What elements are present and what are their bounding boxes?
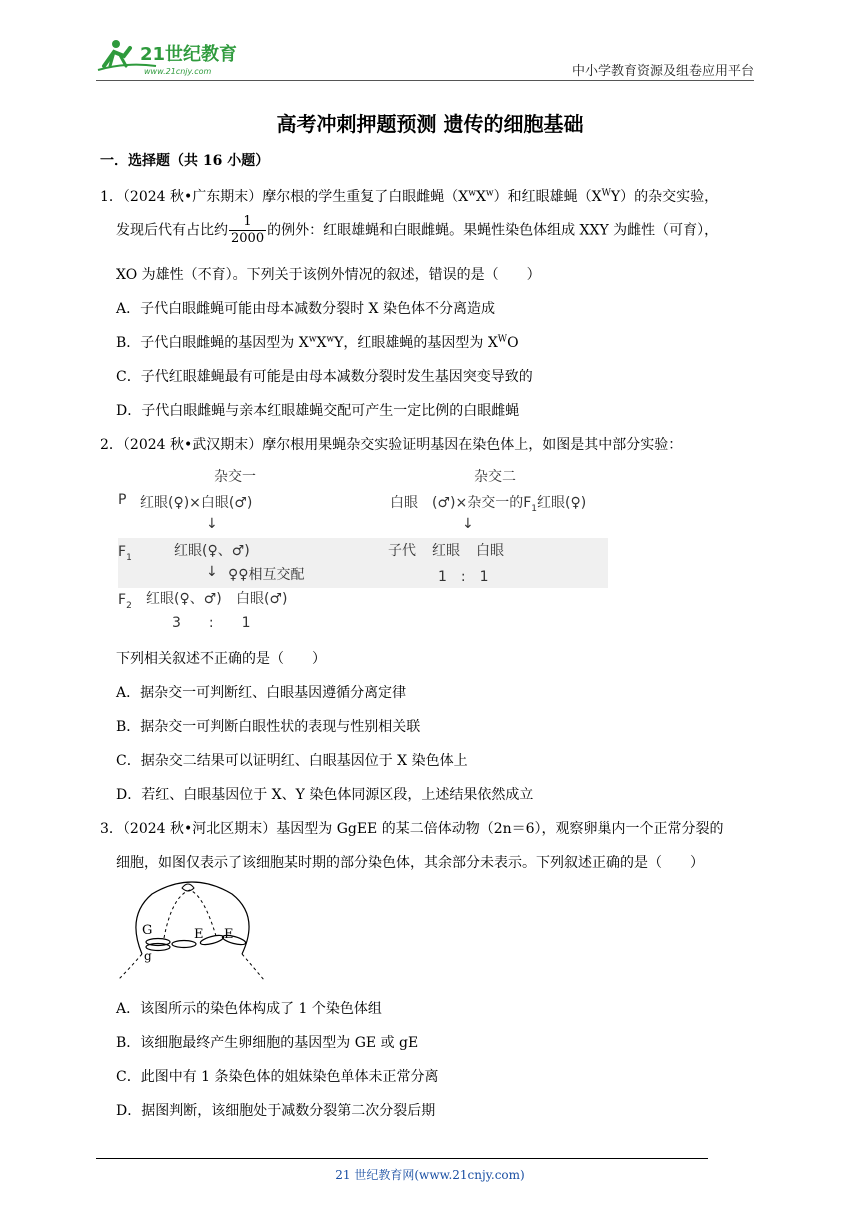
p-cross1: 红眼(♀)×白眼(♂) (140, 495, 253, 511)
f1-value: 红眼(♀、♂) (174, 543, 250, 559)
gene-G: G (142, 923, 153, 938)
arrow-down-icon: ↓ (206, 564, 218, 580)
q1-option-d[interactable]: D．子代白眼雌蝇与亲本红眼雄蝇交配可产生一定比例的白眼雌蝇 (116, 403, 520, 419)
q2-option-d[interactable]: D．若红、白眼基因位于 X、Y 染色体同源区段，上述结果依然成立 (116, 787, 534, 803)
q3-option-d[interactable]: D．据图判断，该细胞处于减数分裂第二次分裂后期 (116, 1103, 436, 1119)
offspring-red: 红眼 (432, 543, 460, 559)
f1-label: $F_1$ (118, 544, 132, 563)
page-title: 高考冲刺押题预测 遗传的细胞基础 (276, 112, 584, 136)
arrow-down-icon: ↓ (206, 516, 218, 532)
arrow-down-icon: ↓ (462, 516, 474, 532)
q1-number: 1． (100, 189, 123, 205)
svg-text:www.21cnjy.com: www.21cnjy.com (144, 67, 212, 76)
platform-name: 中小学教育资源及组卷应用平台 (571, 64, 754, 79)
cross2-title: 杂交二 (474, 469, 516, 485)
offspring-white: 白眼 (476, 543, 504, 559)
q3-line-2: 细胞，如图仅表示了该细胞某时期的部分染色体，其余部分未表示。下列叙述正确的是（ ） (116, 855, 704, 871)
q2-option-b[interactable]: B．据杂交一可判断白眼性状的表现与性别相关联 (116, 719, 421, 735)
gene-E-2: E (224, 927, 234, 942)
q2-option-a[interactable]: A．据杂交一可判断红、白眼基因遵循分离定律 (116, 685, 407, 701)
q1-option-c[interactable]: C．子代红眼雄蝇最有可能是由母本减数分裂时发生基因突变导致的 (116, 369, 533, 385)
q1-option-a[interactable]: A．子代白眼雌蝇可能由母本减数分裂时 X 染色体不分离造成 (116, 301, 495, 317)
cell-figure (112, 876, 272, 986)
q3-option-a[interactable]: A．该图所示的染色体构成了 1 个染色体组 (116, 1001, 382, 1017)
footer-divider (96, 1158, 708, 1159)
gene-g: g (144, 949, 152, 963)
q2-line-1: 2．（2024 秋•武汉期末）摩尔根用果蝇杂交实验证明基因在染色体上，如图是其中部分实验： (100, 437, 683, 453)
q1-line-1: 1．（2024 秋•广东期末）摩尔根的学生重复了白眼雌蝇$(X^wX^w)$和红眼雄蝇$(X^WY)$的杂交实验， (100, 188, 719, 205)
f2-label: $F_2$ (118, 592, 132, 611)
offspring-ratio: 1 : 1 (438, 569, 489, 585)
q3-option-c[interactable]: C．此图中有 1 条染色体的姐妹染色单体未正常分离 (116, 1069, 439, 1085)
q2-option-c[interactable]: C．据杂交二结果可以证明红、白眼基因位于 X 染色体上 (116, 753, 468, 769)
header-divider (96, 80, 754, 81)
footer-link[interactable]: 21 世纪教育网(www.21cnjy.com) (335, 1168, 525, 1182)
offspring-label: 子代 (388, 543, 416, 559)
f2-red: 红眼(♀、♂) (146, 591, 222, 607)
q1-line-2: 发现后代有占比约 $\frac{1}{2000}$ 的例外：红眼雄蝇和白眼雌蝇。果蝇性染色体组成 XXY 为雌性（可育）， (116, 214, 719, 246)
p-label: P (118, 492, 127, 508)
gene-E-1: E (194, 927, 204, 942)
q1-option-b[interactable]: B．子代白眼雌蝇的基因型为 $X^wX^wY$，红眼雄蝇的基因型为 $X^WO$ (116, 334, 519, 351)
runner-logo-icon (96, 36, 266, 78)
fraction: $\frac{1}{2000}$ (231, 214, 265, 246)
f2-ratio: 3 : 1 (172, 615, 251, 631)
f2-white: 白眼(♂) (236, 591, 288, 607)
site-logo (96, 36, 266, 78)
q3-option-b[interactable]: B．该细胞最终产生卵细胞的基因型为 GE 或 gE (116, 1035, 419, 1051)
cross1-title: 杂交一 (214, 469, 256, 485)
p-cross2: 白眼 (♂)×杂交一的$F_1$红眼(♀) (390, 495, 587, 514)
q1-line-3: XO 为雄性（不育）。下列关于该例外情况的叙述，错误的是（ ） (116, 267, 541, 283)
svg-text:21世纪教育: 21世纪教育 (140, 44, 238, 65)
f1-mating: ♀♀相互交配 (228, 567, 305, 583)
q2-stem: 下列相关叙述不正确的是（ ） (116, 651, 326, 667)
q3-line-1: 3．（2024 秋•河北区期末）基因型为 GgEE 的某二倍体动物（2n＝6），观察卵巢内一个正常分裂的 (100, 821, 724, 837)
section-heading: 一．选择题（共 16 小题） (100, 153, 270, 169)
